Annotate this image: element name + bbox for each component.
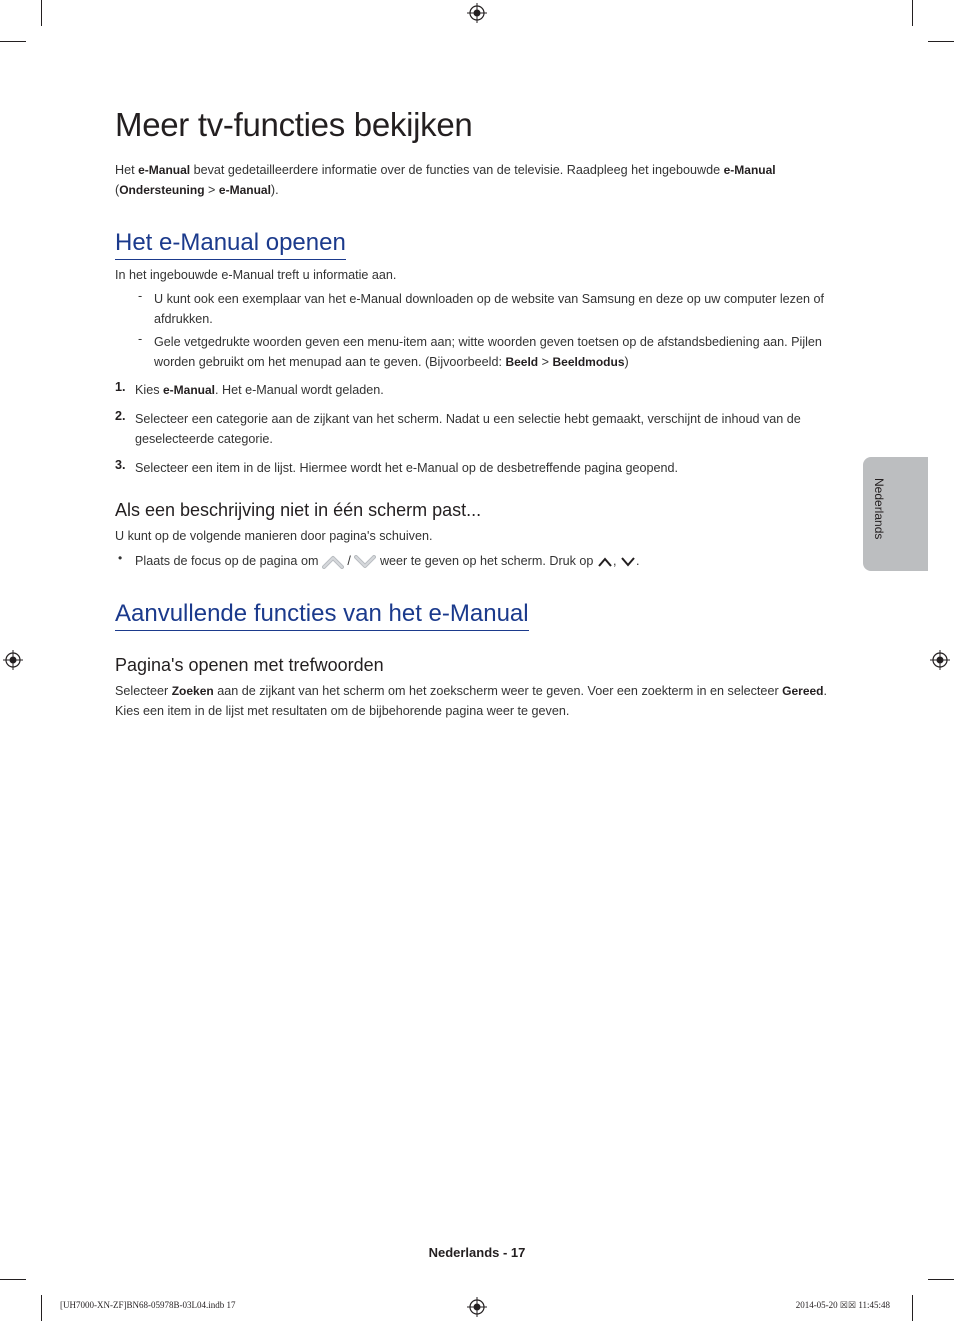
subsection-heading: Als een beschrijving niet in één scherm past...	[115, 500, 482, 520]
step-number: 3.	[115, 458, 126, 472]
crop-mark	[912, 1295, 913, 1321]
dash-marker: -	[138, 289, 143, 303]
print-slug-right: 2014-05-20 ☒☒ 11:45:48	[795, 1300, 890, 1310]
step-item: Selecteer een categorie aan de zijkant van het scherm. Nadat u een selectie hebt gemaakt, verschijnt de inhoud van de geselecteerde categorie.	[135, 412, 801, 446]
chevron-up-icon	[597, 556, 613, 568]
registration-mark-icon	[3, 650, 23, 670]
page-title: Meer tv-functies bekijken	[115, 106, 473, 143]
crop-mark	[0, 1279, 26, 1280]
section-heading: Het e-Manual openen	[115, 229, 346, 260]
crop-mark	[0, 41, 26, 42]
registration-mark-icon	[930, 650, 950, 670]
crop-mark	[928, 1279, 954, 1280]
list-item: U kunt ook een exemplaar van het e-Manual downloaden op de website van Samsung en deze op uw computer lezen of afdrukken.	[154, 292, 824, 326]
section-heading: Aanvullende functies van het e-Manual	[115, 600, 529, 631]
step-number: 2.	[115, 409, 126, 423]
registration-mark-icon	[467, 1297, 487, 1317]
crop-mark	[912, 0, 913, 26]
step-item: Kies e-Manual. Het e-Manual wordt geladen.	[135, 383, 384, 397]
crop-mark	[41, 1295, 42, 1321]
page-down-icon	[354, 555, 376, 569]
page-up-icon	[322, 555, 344, 569]
registration-mark-icon	[467, 3, 487, 23]
crop-mark	[928, 41, 954, 42]
page-number: Nederlands - 17	[428, 1245, 526, 1260]
crop-mark	[41, 0, 42, 26]
step-number: 1.	[115, 380, 126, 394]
subsection-lead: U kunt op de volgende manieren door pagina's schuiven.	[115, 529, 433, 543]
language-tab-label: Nederlands	[872, 478, 886, 540]
dash-marker: -	[138, 332, 143, 346]
intro-paragraph: Het e-Manual bevat gedetailleerdere informatie over de functies van de televisie. Raadpleeg het ingebouwde e-Manual (Ondersteuning > e-Manual).	[115, 163, 776, 197]
list-item: Plaats de focus op de pagina om / weer te geven op het scherm. Druk op , .	[135, 554, 640, 568]
bullet-marker: •	[118, 551, 123, 565]
list-item: Gele vetgedrukte woorden geven een menu-item aan; witte woorden geven toetsen op de afstandsbediening aan. Pijlen worden gebruikt om het menupad aan te geven. (Bijvoorbeeld: Beeld > Beeldmodus)	[154, 335, 822, 369]
subsection-paragraph: Selecteer Zoeken aan de zijkant van het scherm om het zoekscherm weer te geven. Voer een zoekterm in en selecteer Gereed. Kies een item in de lijst met resultaten om de bijbehorende pagina weer te geven.	[115, 684, 827, 718]
print-slug-left: [UH7000-XN-ZF]BN68-05978B-03L04.indb 17	[60, 1300, 236, 1310]
subsection-heading: Pagina's openen met trefwoorden	[115, 655, 384, 675]
chevron-down-icon	[620, 556, 636, 568]
step-item: Selecteer een item in de lijst. Hiermee wordt het e-Manual op de desbetreffende pagina geopend.	[135, 461, 679, 475]
section-lead: In het ingebouwde e-Manual treft u informatie aan.	[115, 268, 397, 282]
